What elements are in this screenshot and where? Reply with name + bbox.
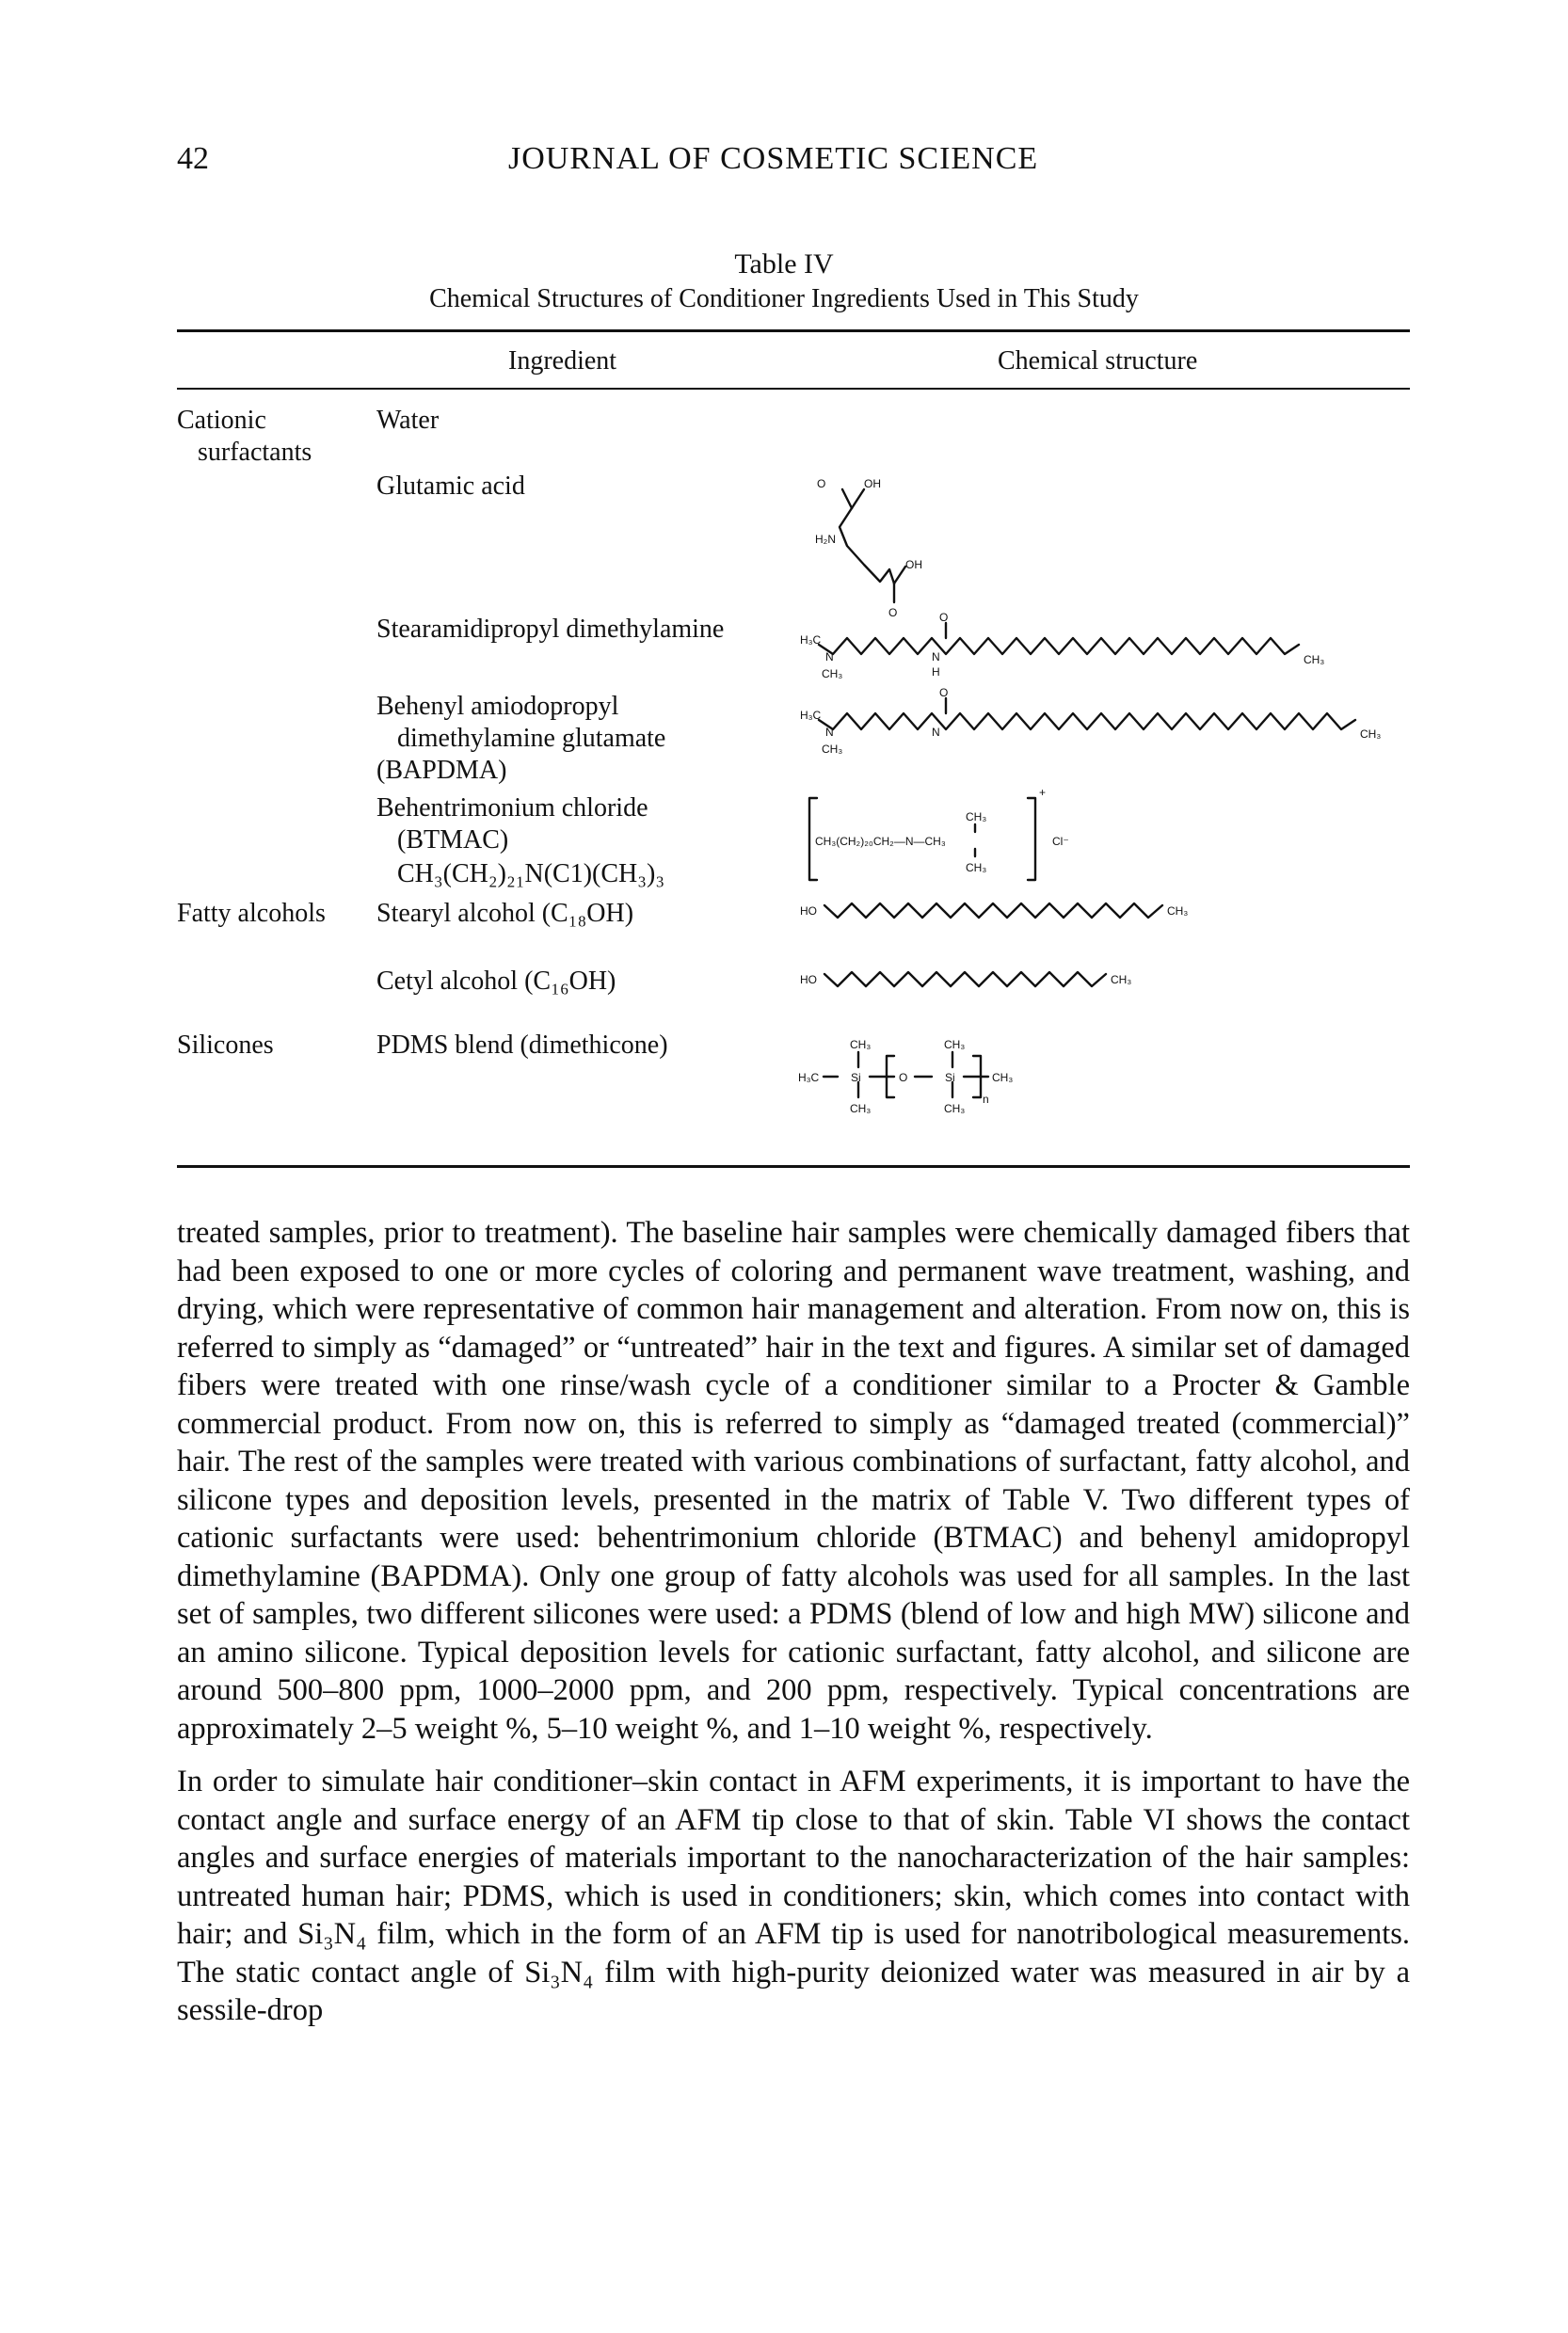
ingredient-btmac-line2: (BTMAC) xyxy=(397,825,509,855)
column-header-ingredient: Ingredient xyxy=(508,346,617,376)
structure-label: N xyxy=(932,650,940,663)
structure-label: CH₃ xyxy=(850,1102,872,1115)
structure-btmac xyxy=(809,786,1069,880)
structure-label: H xyxy=(932,665,940,679)
structure-label: CH₃ xyxy=(944,1102,966,1115)
page-number: 42 xyxy=(177,141,209,176)
structure-label: N xyxy=(825,650,834,663)
structure-label: H₂N xyxy=(815,533,836,546)
ingredient-pdms: PDMS blend (dimethicone) xyxy=(376,1031,668,1060)
category-silicones: Silicones xyxy=(177,1031,274,1060)
structure-label: H₃C xyxy=(800,709,822,722)
structure-label: Si xyxy=(945,1071,955,1084)
ingredient-bapdma-line3: (BAPDMA) xyxy=(376,756,507,785)
structure-label: n xyxy=(983,1093,989,1106)
structure-label: CH₃ xyxy=(822,667,843,680)
structure-stearyl-alcohol xyxy=(800,903,1188,918)
structure-label: N xyxy=(825,726,834,739)
structure-label: O xyxy=(939,686,949,699)
structure-label: H₃C xyxy=(800,633,822,647)
ingredient-cetyl-alcohol: Cetyl alcohol (C₁₆OH) xyxy=(376,967,616,996)
structure-label: CH₃ xyxy=(944,1038,966,1051)
structure-label: N xyxy=(932,726,940,739)
structure-label: CH₃ xyxy=(1167,904,1189,918)
structure-label: Cl⁻ xyxy=(1052,835,1069,848)
structure-label: CH₃ xyxy=(850,1038,872,1051)
structure-label: CH₃(CH₂)₂₀CH₂—N—CH₃ xyxy=(815,835,946,848)
structure-label: HO xyxy=(800,973,817,986)
structure-label: HO xyxy=(800,904,817,918)
category-cationic: Cationic xyxy=(177,406,266,435)
category-cationic-cont: surfactants xyxy=(198,438,312,467)
body-text xyxy=(177,1214,1410,2030)
table-title: Table IV xyxy=(734,248,834,280)
structure-stearamidopropyl xyxy=(800,611,1324,680)
ingredient-stearyl-alcohol: Stearyl alcohol (C₁₈OH) xyxy=(376,899,634,928)
structure-label: O xyxy=(899,1071,908,1084)
structure-label: O xyxy=(817,477,826,490)
structure-bapdma xyxy=(800,686,1381,756)
ingredient-btmac-formula: CH₃(CH₂)₂₁N(C1)(CH₃)₃ xyxy=(397,859,665,888)
structure-label: OH xyxy=(905,558,922,571)
structure-label: CH₃ xyxy=(966,810,987,823)
structure-label: CH₃ xyxy=(1111,973,1132,986)
structure-label: O xyxy=(888,606,898,619)
table-caption: Chemical Structures of Conditioner Ingredients Used in This Study xyxy=(429,284,1139,313)
body-paragraph-1: treated samples, prior to treatment). The baseline hair samples were chemically damaged fibers that had been exposed to one or more cycles of coloring and permanent wave treatment, washing, and drying, which were representative of common hair management and alteration. From now on, this is referred to simply as “damaged” or “untreated” hair in the text and figures. A similar set of damaged fibers were treated with one rinse/wash cycle of a conditioner similar to a Procter & Gamble commercial product. From now on, this is referred to simply as “damaged treated (commercial)” hair. The rest of the samples were treated with various combinations of surfactant, fatty alcohol, and silicone types and deposition levels, presented in the matrix of Table V. Two different types of cationic surfactants were used: behentrimonium chloride (BTMAC) and behenyl amidopropyl dimethylamine (BAPDMA). Only one group of fatty alcohols was used for all samples. In the last set of samples, two different silicones were used: a PDMS (blend of low and high MW) silicone and an amino silicone. Typical deposition levels for cationic surfactant, fatty alcohol, and silicone are around 500–800 ppm, 1000–2000 ppm, and 200 ppm, respectively. Typical concentrations are approximately 2–5 weight %, 5–10 weight %, and 1–10 weight %, respectively. xyxy=(177,1216,1410,1746)
body-paragraph-2: In order to simulate hair conditioner–skin contact in AFM experiments, it is important to have the contact angle and surface energy of an AFM tip close to that of skin. Table VI shows the contact angles and surface energies of materials important to the nanocharacterization of the hair samples: untreated human hair; PDMS, which is used in conditioners; skin, which comes into contact with hair; and Si₃N₄ film, which in the form of an AFM tip is used for nanotribological measurements. The static contact angle of Si₃N₄ film with high-purity deionized water was measured in air by a sessile-drop xyxy=(177,1765,1410,2027)
structure-label: CH₃ xyxy=(1304,653,1325,666)
structure-cetyl-alcohol xyxy=(800,972,1131,986)
structure-label: OH xyxy=(864,477,881,490)
category-fatty-alcohols: Fatty alcohols xyxy=(177,899,326,928)
structure-glutamic-acid xyxy=(815,477,922,619)
structure-label: CH₃ xyxy=(992,1071,1014,1084)
journal-title: JOURNAL OF COSMETIC SCIENCE xyxy=(508,141,1039,176)
ingredient-bapdma-line2: dimethylamine glutamate xyxy=(397,724,666,753)
ingredient-btmac-line1: Behentrimonium chloride xyxy=(376,793,648,823)
ingredient-water: Water xyxy=(376,406,440,435)
structure-label: CH₃ xyxy=(966,861,987,874)
ingredient-bapdma-line1: Behenyl amiodopropyl xyxy=(376,692,619,721)
ingredient-stearamidopropyl: Stearamidipropyl dimethylamine xyxy=(376,615,725,644)
structure-label: Si xyxy=(851,1071,861,1084)
structure-label: H₃C xyxy=(798,1071,820,1084)
column-header-structure: Chemical structure xyxy=(998,346,1198,376)
structure-label: CH₃ xyxy=(822,743,843,756)
ingredient-glutamic-acid: Glutamic acid xyxy=(376,471,525,501)
structure-label: CH₃ xyxy=(1360,727,1382,741)
structure-pdms xyxy=(798,1038,1013,1115)
structure-label: + xyxy=(1039,786,1047,799)
structure-label: O xyxy=(939,611,949,624)
